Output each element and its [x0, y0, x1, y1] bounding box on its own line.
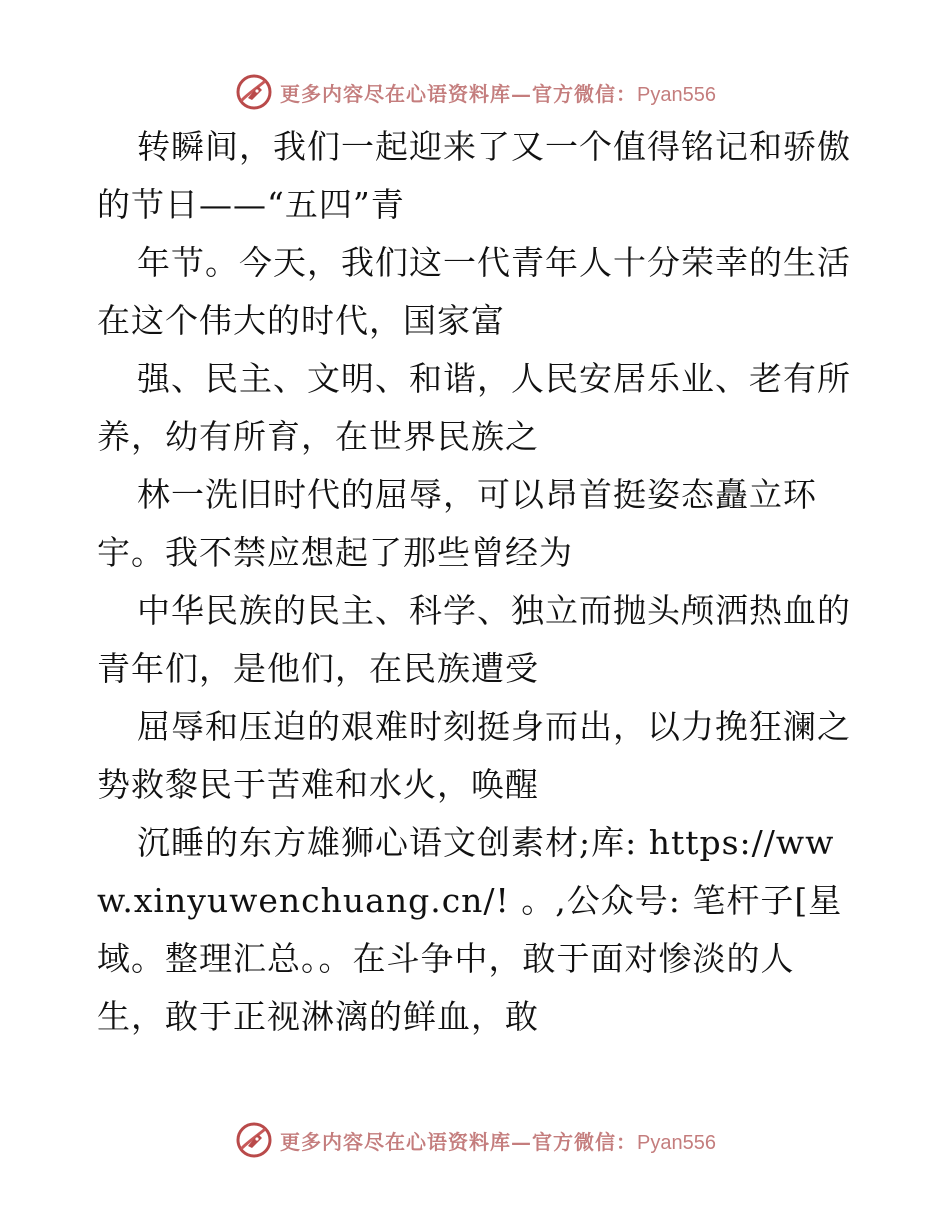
paragraph: 强、民主、文明、和谐，人民安居乐业、老有所养，幼有所育，在世界民族之 [97, 359, 851, 456]
pen-nib-circle-icon [234, 1120, 274, 1160]
header-banner [0, 70, 950, 114]
paragraph: 年节。今天，我们这一代青年人十分荣幸的生活在这个伟大的时代，国家富 [97, 243, 851, 340]
document-body [97, 118, 857, 1046]
footer-wechat-id: Pyan556 [637, 1131, 716, 1154]
pen-nib-circle-icon [234, 72, 274, 112]
paragraph: 中华民族的民主、科学、独立而抛头颅洒热血的青年们，是他们，在民族遭受 [97, 591, 851, 688]
header-wechat-id: Pyan556 [637, 83, 716, 106]
footer-text: 更多内容尽在心语资料库—官方微信：Pyan556 [280, 1129, 716, 1154]
footer-banner [0, 1118, 950, 1162]
paragraph: 沉睡的东方雄狮心语文创素材;库: https://www.xinyuwenchuang.cn/! 。,公众号: 笔杆子[星域。整理汇总。。在斗争中，敢于面对惨淡的人生，敢于正视淋漓的鲜血，敢 [97, 823, 843, 1036]
paragraph: 屈辱和压迫的艰难时刻挺身而出，以力挽狂澜之势救黎民于苦难和水火，唤醒 [97, 707, 851, 804]
paragraph: 转瞬间，我们一起迎来了又一个值得铭记和骄傲的节日——“五四”青 [97, 127, 851, 224]
paragraph: 林一洗旧时代的屈辱，可以昂首挺姿态矗立环宇。我不禁应想起了那些曾经为 [97, 475, 817, 572]
header-text: 更多内容尽在心语资料库—官方微信：Pyan556 [280, 81, 716, 106]
